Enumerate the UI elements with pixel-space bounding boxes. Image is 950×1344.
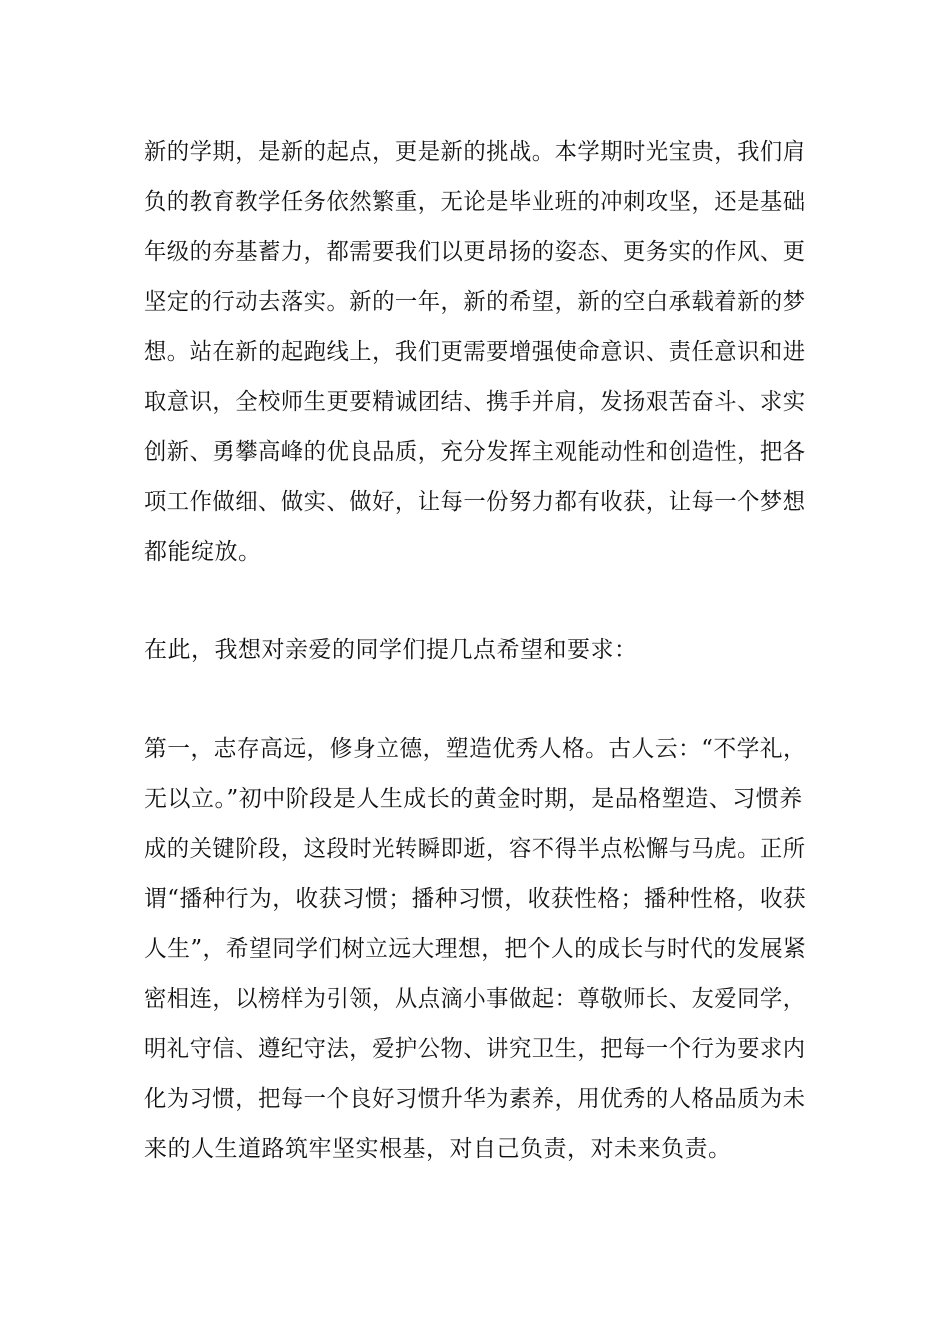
text-line: 年级的夯基蓄力，都需要我们以更昂扬的姿态、更务实的作风、更 <box>144 239 806 265</box>
text-line: 取意识，全校师生更要精诚团结、携手并肩，发扬艰苦奋斗、求实 <box>144 389 806 415</box>
text-line: 无以立。”初中阶段是人生成长的黄金时期，是品格塑造、习惯养 <box>144 786 803 812</box>
text-line: 来的人生道路筑牢坚实根基，对自己负责，对未来负责。 <box>144 1136 732 1162</box>
text-line: 密相连，以榜样为引领，从点滴小事做起：尊敬师长、友爱同学， <box>144 986 806 1012</box>
text-line: 明礼守信、遵纪守法，爱护公物、讲究卫生，把每一个行为要求内 <box>144 1036 806 1062</box>
text-line: 创新、勇攀高峰的优良品质，充分发挥主观能动性和创造性，把各 <box>144 439 806 465</box>
text-line: 第一，志存高远，修身立德，塑造优秀人格。古人云：“不学礼， <box>144 736 807 762</box>
text-line: 想。站在新的起跑线上，我们更需要增强使命意识、责任意识和进 <box>144 339 806 365</box>
text-line: 新的学期，是新的起点，更是新的挑战。本学期时光宝贵，我们肩 <box>144 139 806 165</box>
text-line: 人生”，希望同学们树立远大理想，把个人的成长与时代的发展紧 <box>144 936 807 962</box>
text-line: 负的教育教学任务依然繁重，无论是毕业班的冲刺攻坚，还是基础 <box>144 189 806 215</box>
text-line: 成的关键阶段，这段时光转瞬即逝，容不得半点松懈与马虎。正所 <box>144 836 806 862</box>
text-line: 化为习惯，把每一个良好习惯升华为素养，用优秀的人格品质为未 <box>144 1086 806 1112</box>
text-line: 都能绽放。 <box>144 539 262 565</box>
text-line: 谓“播种行为，收获习惯；播种习惯，收获性格；播种性格，收获 <box>144 886 807 912</box>
text-line: 坚定的行动去落实。新的一年，新的希望，新的空白承载着新的梦 <box>144 289 806 315</box>
text-line: 项工作做细、做实、做好，让每一份努力都有收获，让每一个梦想 <box>144 489 806 515</box>
text-line: 在此，我想对亲爱的同学们提几点希望和要求： <box>144 637 638 663</box>
